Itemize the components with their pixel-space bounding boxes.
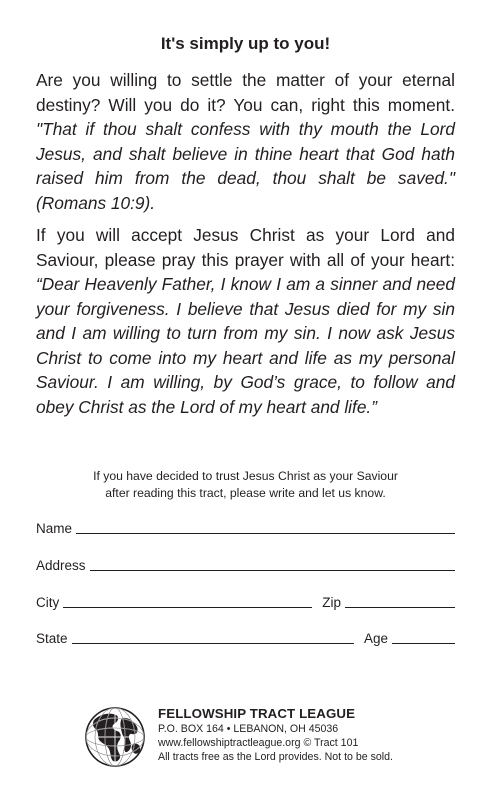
age-field[interactable] bbox=[392, 643, 455, 644]
contact-notice bbox=[0, 468, 491, 502]
address-label: Address bbox=[36, 558, 86, 573]
prayer-quote: “Dear Heavenly Father, I know I am a sinner and need your forgiveness. I believe that Jesus died for my sin and I am willing to turn from my sin. I now ask Jesus Christ to come into my heart and life as my personal Saviour. I am willing, by God’s grace, to follow and obey Christ as the Lord of my heart and life.” bbox=[36, 274, 455, 417]
paragraph-1-text: Are you willing to settle the matter of your eternal destiny? Will you do it? You can, right this moment. bbox=[36, 70, 455, 115]
city-label: City bbox=[36, 595, 60, 610]
scripture-quote: "That if thou shalt confess with thy mouth the Lord Jesus, and shalt believe in thine heart that God hath raised him from the dead, thou shalt be saved." (Romans 10:9). bbox=[36, 119, 455, 213]
zip-field[interactable] bbox=[345, 607, 455, 608]
name-label: Name bbox=[36, 521, 73, 536]
notice-line-1: If you have decided to trust Jesus Christ as your Saviour bbox=[93, 469, 398, 483]
publisher-footer bbox=[84, 706, 464, 772]
address-field[interactable] bbox=[90, 570, 455, 571]
name-field[interactable] bbox=[76, 533, 455, 534]
globe-icon bbox=[84, 706, 146, 768]
paragraph-prayer bbox=[36, 223, 455, 419]
publisher-website[interactable]: www.fellowshiptractleague.org © Tract 101 bbox=[158, 737, 359, 749]
state-field[interactable] bbox=[72, 643, 354, 644]
notice-line-2: after reading this tract, please write and let us know. bbox=[105, 486, 386, 500]
city-field[interactable] bbox=[63, 607, 312, 608]
publisher-info bbox=[158, 705, 478, 764]
address-row bbox=[36, 554, 455, 574]
publisher-address: P.O. BOX 164 • LEBANON, OH 45036 bbox=[158, 723, 339, 735]
state-age-row bbox=[36, 627, 455, 647]
zip-label: Zip bbox=[322, 595, 341, 610]
paragraph-2-text: If you will accept Jesus Christ as your Lord and Saviour, please pray this prayer with all of your heart: bbox=[36, 225, 455, 270]
page-title: It's simply up to you! bbox=[160, 34, 331, 53]
city-zip-row bbox=[36, 591, 455, 611]
name-row bbox=[36, 517, 455, 537]
publisher-name: FELLOWSHIP TRACT LEAGUE bbox=[158, 706, 356, 721]
state-label: State bbox=[36, 631, 68, 646]
paragraph-eternal-destiny bbox=[36, 68, 455, 215]
age-label: Age bbox=[363, 631, 388, 646]
publisher-note: All tracts free as the Lord provides. Not to be sold. bbox=[158, 751, 393, 763]
